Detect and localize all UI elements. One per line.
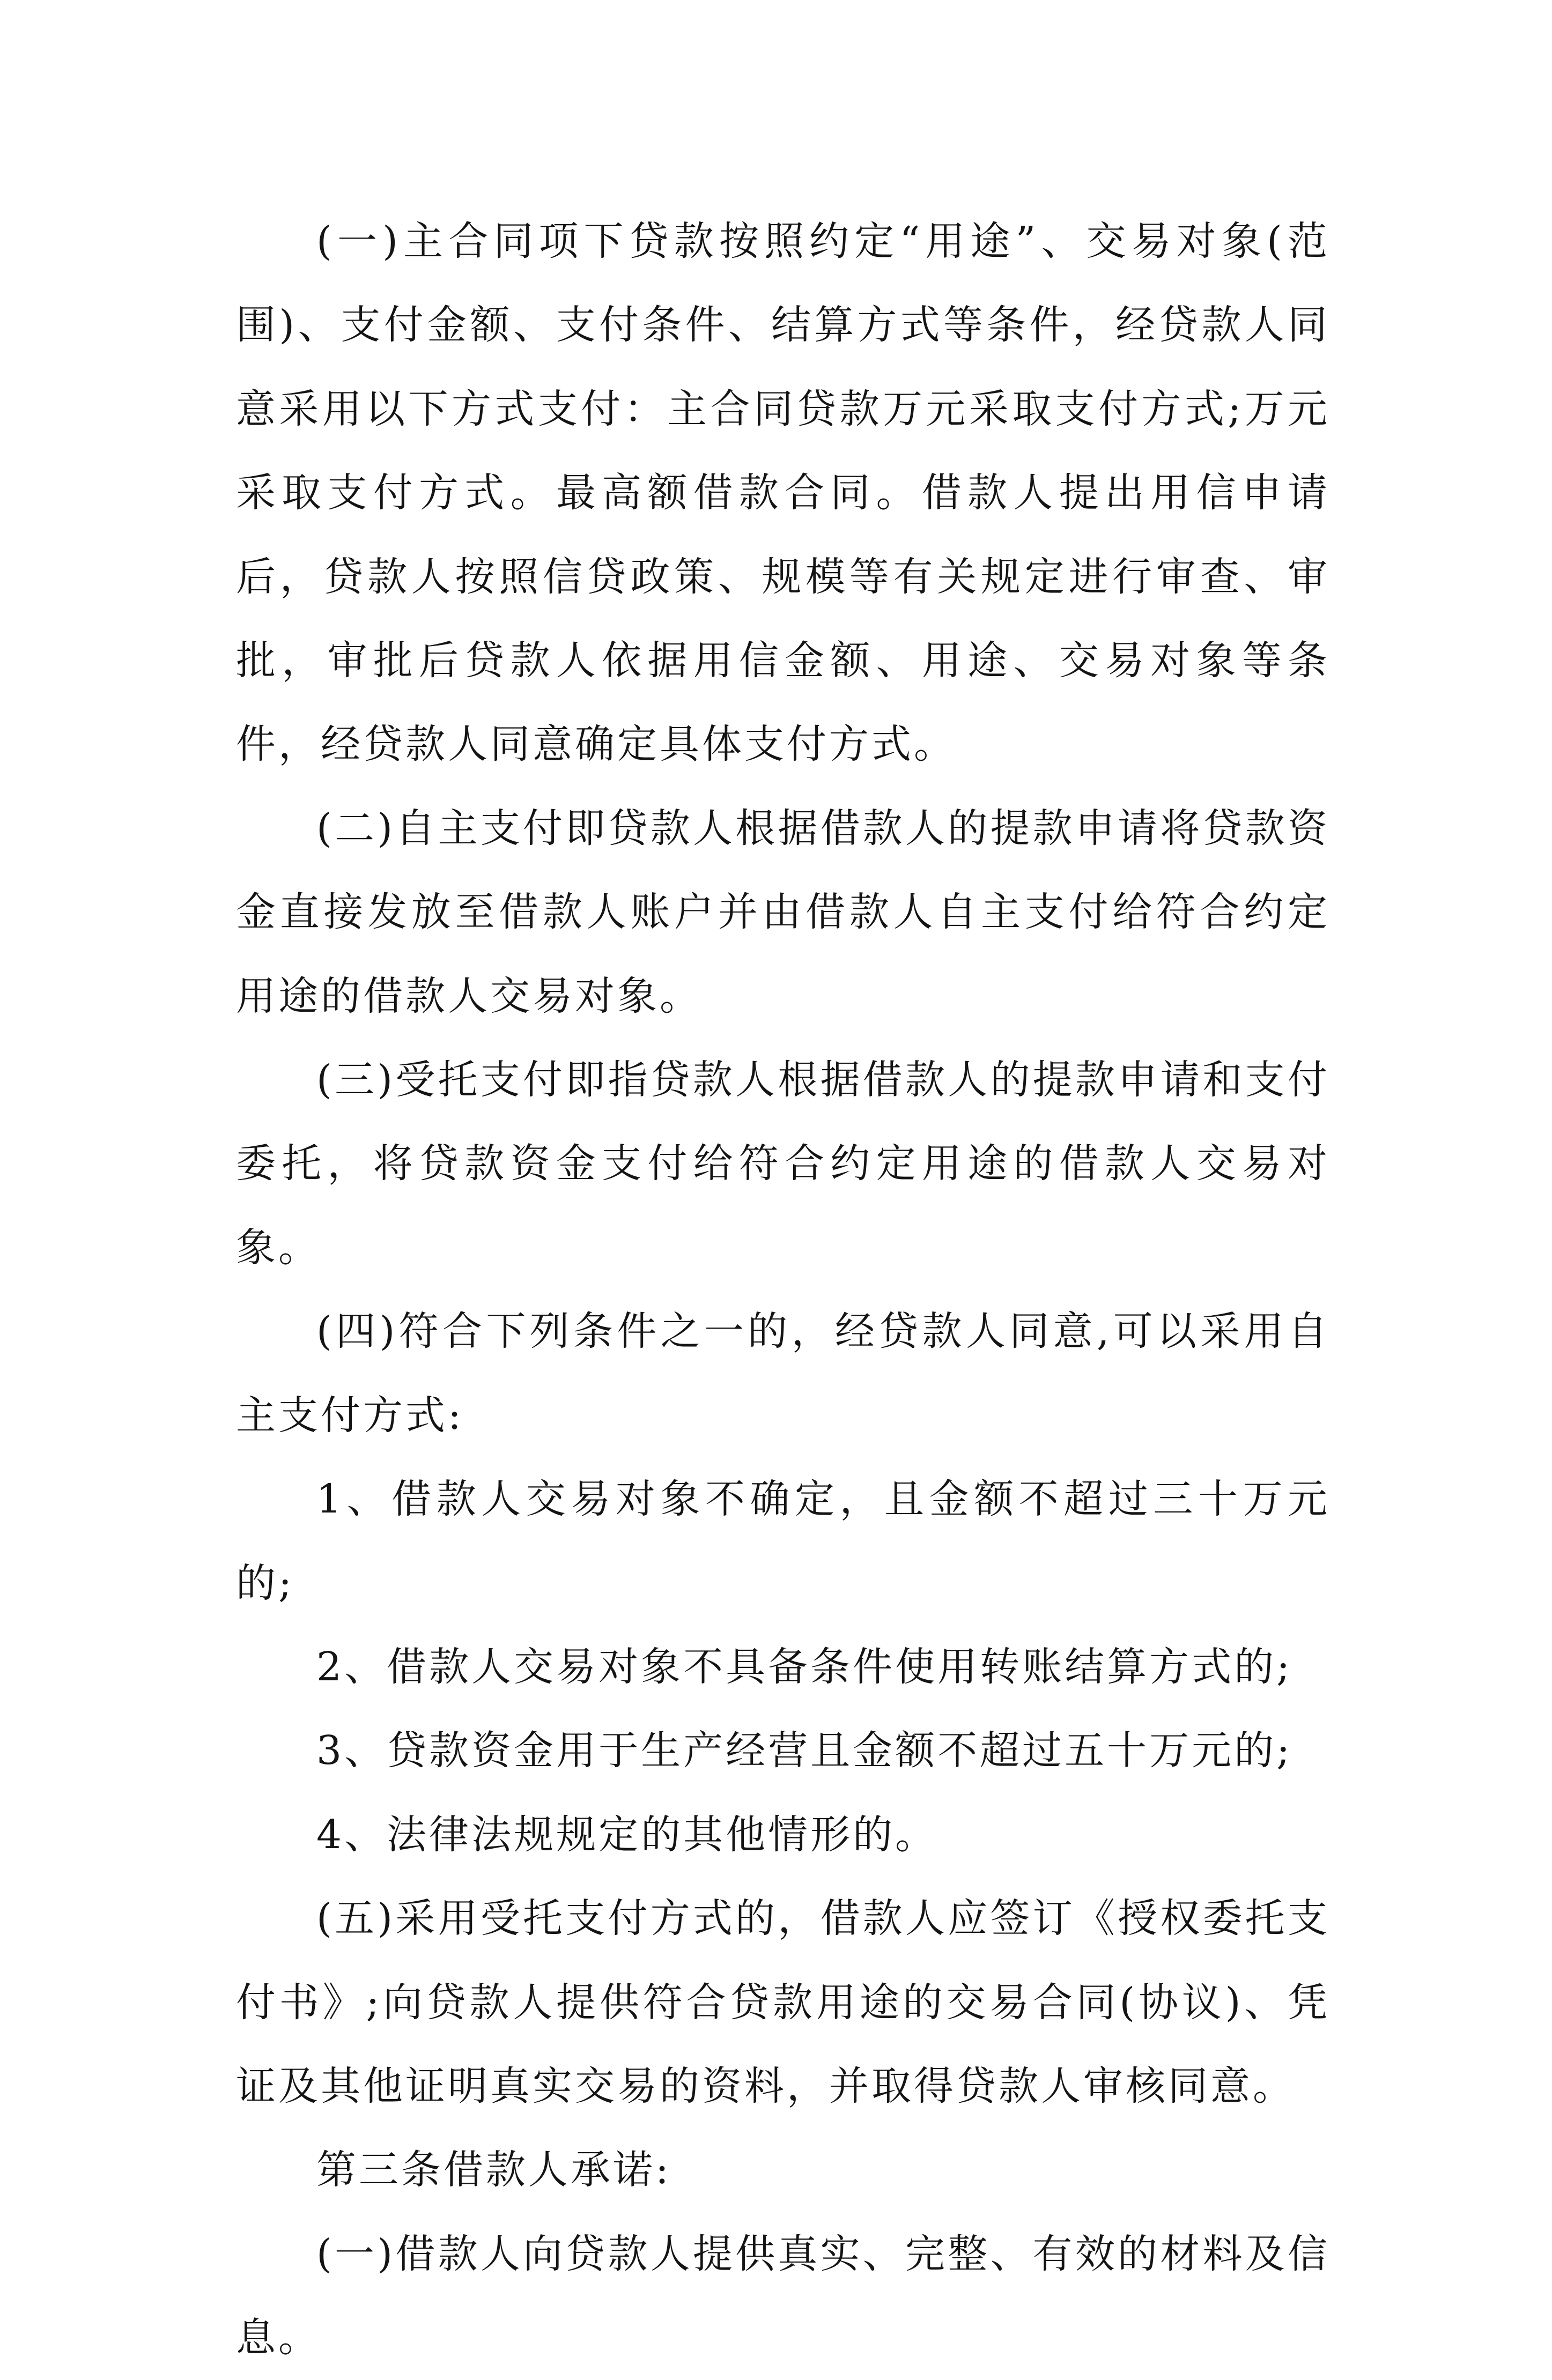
list-item-condition-3: 3、贷款资金用于生产经营且金额不超过五十万元的; <box>316 1727 1293 1774</box>
paragraph-entrusted-payment: (三)受托支付即指贷款人根据借款人的提款申请和支付委托，将贷款资金支付给符合约定用途的借款人交易对象。 <box>236 1057 1330 1271</box>
paragraph-self-payment-conditions: (四)符合下列条件之一的，经贷款人同意,可以采用自主支付方式: <box>236 1308 1330 1439</box>
article-heading-borrower-commitments: 第三条借款人承诺: <box>316 2147 671 2193</box>
list-item-condition-1: 1、借款人交易对象不确定，且金额不超过三十万元的; <box>236 1476 1330 1606</box>
paragraph-self-payment: (二)自主支付即贷款人根据借款人的提款申请将贷款资金直接发放至借款人账户并由借款人自主支付给符合约定用途的借款人交易对象。 <box>236 805 1330 1019</box>
list-item-condition-4: 4、法律法规规定的其他情形的。 <box>316 1811 938 1858</box>
paragraph-entrusted-payment-requirements: (五)采用受托支付方式的，借款人应签订《授权委托支付书》;向贷款人提供符合贷款用途的交易合同(协议)、凭证及其他证明真实交易的资料，并取得贷款人审核同意。 <box>236 1895 1330 2109</box>
paragraph-commitment-1: (一)借款人向贷款人提供真实、完整、有效的材料及信息。 <box>236 2230 1330 2361</box>
document-body <box>236 199 1330 2380</box>
list-item-condition-2: 2、借款人交易对象不具备条件使用转账结算方式的; <box>316 1643 1293 1690</box>
paragraph-payment-method-general: (一)主合同项下贷款按照约定“用途”、交易对象(范围)、支付金额、支付条件、结算方式等条件，经贷款人同意采用以下方式支付：主合同贷款万元采取支付方式;万元采取支付方式。最高额借款合同。借款人提出用信申请后，贷款人按照信贷政策、规模等有关规定进行审查、审批，审批后贷款人依据用信金额、用途、交易对象等条件，经贷款人同意确定具体支付方式。 <box>236 218 1330 768</box>
